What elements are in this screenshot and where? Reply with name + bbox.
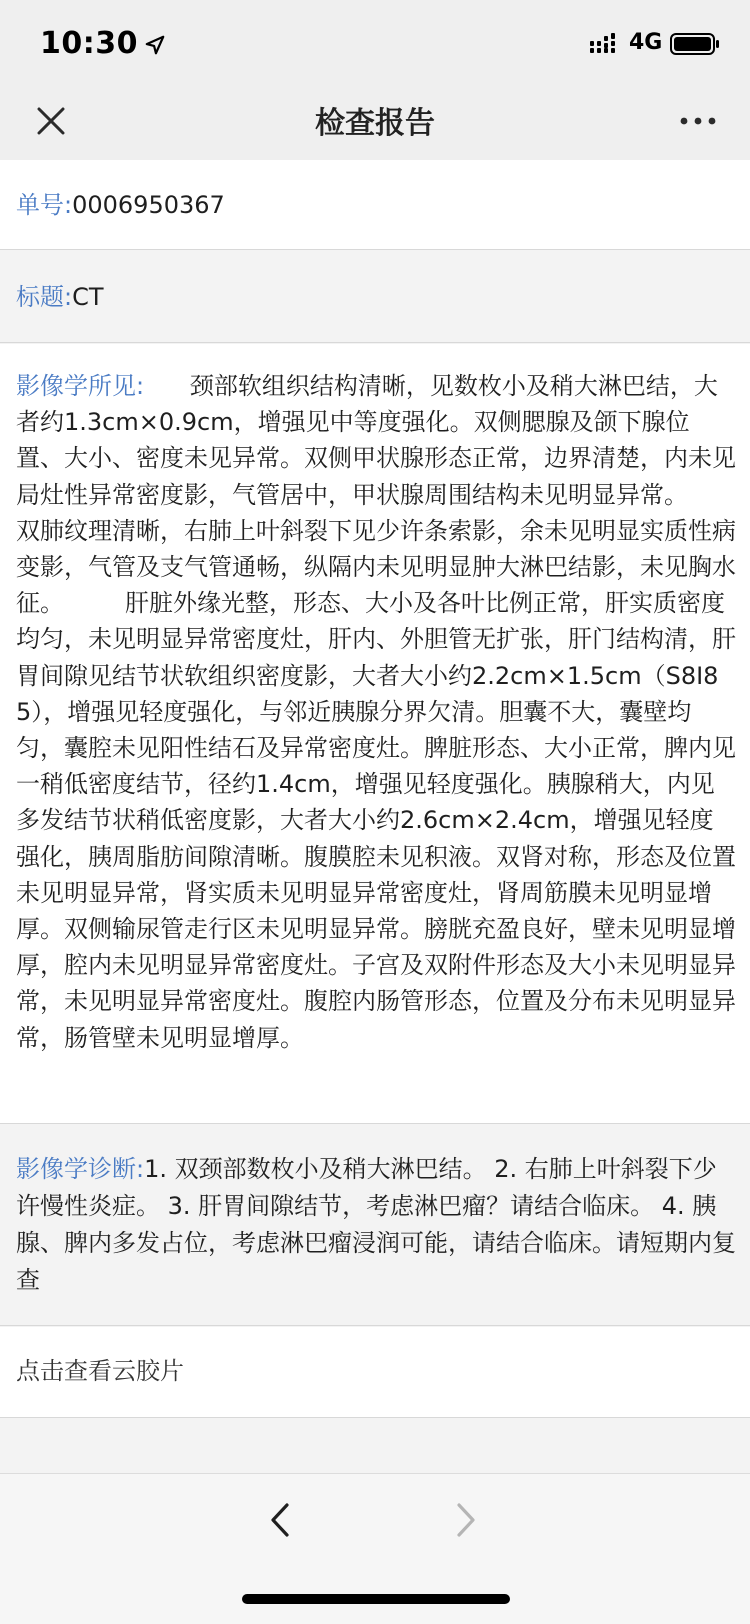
- nav-bar: [0, 88, 750, 160]
- page-title: 检查报告: [315, 106, 435, 141]
- status-time-group: [40, 26, 166, 61]
- findings-text: 颈部软组织结构清晰，见数枚小及稍大淋巴结，大者约1.3cm×0.9cm，增强见中等度强化。双侧腮腺及颌下腺位置、大小、密度未见异常。双侧甲状腺形态正常，边界清楚，内未见局灶性异常密度影，气管居中，甲状腺周围结构未见明显异常。 双肺纹理清晰，右肺上叶斜裂下见少许条索影，余未见明显实质性病变影，气管及支气管通畅，纵隔内未见明显肿大淋巴结影，未见胸水征。 肝脏外缘光整，形态、大小及各叶比例正常，肝实质密度均匀，未见明显异常密度灶，肝内、外胆管无扩张，肝门结构清，肝胃间隙见结节状软组织密度影，大者大小约2.2cm×1.5cm（S8I85），增强见轻度强化，与邻近胰腺分界欠清。胆囊不大，囊壁均匀，囊腔未见阳性结石及异常密度灶。脾脏形态、大小正常，脾内见一稍低密度结节，径约1.4cm，增强见轻度强化。胰腺稍大，内见多发结节状稍低密度影，大者大小约2.6cm×2.4cm，增强见轻度强化，胰周脂肪间隙清晰。腹膜腔未见积液。双肾对称，形态及位置未见明显异常，肾实质未见明显异常密度灶，肾周筋膜未见明显增厚。双侧输尿管走行区未见明显异常。膀胱充盈良好，壁未见明显增厚，腔内未见明显异常密度灶。子宫及双附件形态及大小未见明显异常，未见明显异常密度灶。腹腔内肠管形态，位置及分布未见明显异常，肠管壁未见明显增厚。: [16, 372, 750, 1052]
- network-type: 4G: [629, 30, 663, 55]
- battery-icon: [670, 32, 720, 56]
- report-title-value: CT: [72, 283, 104, 311]
- diagnosis: [0, 1125, 750, 1299]
- cloud-film-link[interactable]: 点击查看云胶片: [16, 1357, 184, 1385]
- more-button[interactable]: [674, 106, 722, 136]
- status-time: 10:30: [40, 26, 138, 61]
- report-title-row: [0, 251, 750, 343]
- report-number-label: 单号:: [16, 191, 73, 219]
- report-number-value: 0006950367: [72, 191, 225, 219]
- report-title-label: 标题:: [16, 283, 73, 311]
- diagnosis-section: [0, 1125, 750, 1326]
- report-number: [0, 160, 750, 223]
- cloud-film-row[interactable]: [0, 1327, 750, 1418]
- home-indicator[interactable]: [242, 1594, 510, 1604]
- report-number-row: [0, 160, 750, 250]
- chevron-right-icon: [455, 1502, 477, 1538]
- findings-section: [0, 344, 750, 1124]
- diagnosis-label: 影像学诊断:: [16, 1155, 145, 1183]
- diagnosis-text: 1. 双颈部数枚小及稍大淋巴结。 2. 右肺上叶斜裂下少许慢性炎症。 3. 肝胃间隙结节，考虑淋巴瘤？请结合临床。 4. 胰腺、脾内多发占位，考虑淋巴瘤浸润可能，请结合临床。请短期内复查: [16, 1155, 736, 1294]
- status-bar: [0, 0, 750, 88]
- chevron-left-icon: [269, 1502, 291, 1538]
- findings-label: 影像学所见:: [16, 372, 145, 400]
- more-icon: [680, 117, 716, 125]
- forward-button[interactable]: [448, 1498, 484, 1542]
- bottom-toolbar: [0, 1473, 750, 1624]
- location-arrow-icon: [144, 34, 166, 56]
- signal-icon: [590, 32, 634, 54]
- back-button[interactable]: [262, 1498, 298, 1542]
- report-title: [0, 251, 750, 315]
- findings: [0, 344, 750, 1056]
